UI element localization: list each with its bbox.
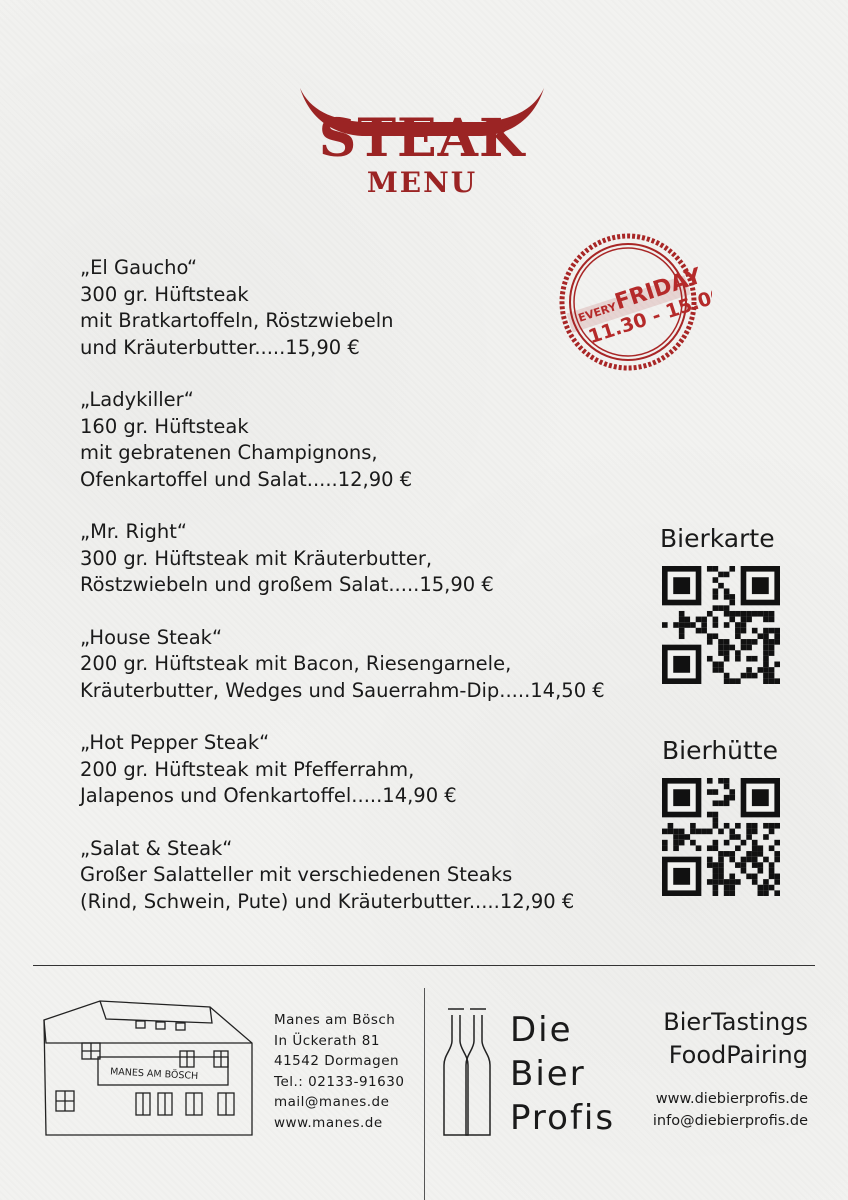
menu-item-description: und Kräuterbutter.....15,90 € — [80, 335, 360, 359]
house-sign: MANES AM BÖSCH — [109, 1066, 199, 1082]
menu-item-description: 200 gr. Hüftsteak mit Pfefferrahm, — [80, 757, 415, 781]
tagline-biertastings: BierTastings — [663, 1008, 808, 1036]
qr-code-bierhuette[interactable] — [662, 778, 780, 896]
address-city: 41542 Dormagen — [274, 1053, 400, 1069]
menu-item-name: „Mr. Right“ — [80, 520, 188, 543]
address-website[interactable]: www.manes.de — [274, 1114, 383, 1131]
menu-item-name: „House Steak“ — [80, 625, 223, 649]
stamp-day: FRIDAY — [611, 263, 705, 316]
menu-item-description: mit Bratkartoffeln, Röstzwiebeln — [80, 309, 394, 332]
qr-label-bierkarte: Bierkarte — [660, 524, 775, 553]
brand-contacts — [630, 1088, 808, 1132]
friday-stamp — [544, 232, 712, 372]
steak-menu-logo — [292, 80, 552, 200]
menu-item-description: Großer Salatteller mit verschiedenen Steaks — [80, 863, 513, 886]
qr-label-bierhuette: Bierhütte — [662, 736, 778, 765]
menu-item-description: 300 gr. Hüftsteak mit Kräuterbutter, — [80, 546, 433, 570]
menu-item-name: „El Gaucho“ — [80, 256, 198, 279]
menu-item-description: 160 gr. Hüftsteak — [80, 414, 249, 438]
menu-item-name: „Hot Pepper Steak“ — [80, 731, 270, 754]
menu-item — [80, 730, 640, 810]
brand-line-1: Die — [510, 1010, 573, 1050]
brand-line-2: Bier — [510, 1054, 586, 1094]
menu-item — [80, 387, 640, 493]
footer-divider — [33, 965, 815, 966]
menu-item-description: Röstzwiebeln und großem Salat.....15,90 € — [80, 573, 494, 596]
brand-website[interactable]: www.diebierprofis.de — [655, 1091, 808, 1107]
menu-item-description: Kräuterbutter, Wedges und Sauerrahm-Dip.....14,50 € — [80, 678, 605, 702]
address-phone[interactable]: Tel.: 02133-91630 — [274, 1073, 405, 1090]
menu-item-description: mit gebratenen Champignons, — [80, 441, 378, 464]
stamp-every: EVERY — [576, 300, 619, 325]
brand-email[interactable]: info@diebierprofis.de — [652, 1113, 808, 1129]
menu-item-name: „Ladykiller“ — [80, 388, 194, 411]
house-sketch-icon — [40, 995, 260, 1145]
menu-item-description: 300 gr. Hüftsteak — [80, 282, 249, 306]
menu-item — [80, 519, 640, 599]
tagline-foodpairing: FoodPairing — [668, 1041, 808, 1069]
qr-code-bierkarte[interactable] — [662, 566, 780, 684]
menu-item-description: 200 gr. Hüftsteak mit Bacon, Riesengarnele, — [80, 652, 512, 675]
address-email[interactable]: mail@manes.de — [274, 1094, 390, 1110]
menu-item — [80, 625, 640, 705]
footer-vertical-divider — [424, 988, 425, 1200]
brand-line-3: Profis — [510, 1098, 616, 1138]
menu-item-description: Ofenkartoffel und Salat.....12,90 € — [80, 467, 413, 491]
stamp-time: 11.30 - 15.00 — [585, 283, 712, 349]
address-block — [274, 1010, 404, 1133]
address-name: Manes am Bösch — [274, 1012, 396, 1028]
address-street: In Ückerath 81 — [274, 1032, 380, 1049]
menu-item-name: „Salat & Steak“ — [80, 836, 233, 860]
logo-title: STEAK — [318, 108, 526, 169]
beer-bottles-icon — [440, 1005, 500, 1140]
menu-item — [80, 836, 640, 916]
menu-item-description: (Rind, Schwein, Pute) und Kräuterbutter.....12,90 € — [80, 889, 575, 913]
brand-name — [510, 1008, 615, 1140]
logo-subtitle: MENU — [366, 166, 478, 199]
menu-item-description: Jalapenos und Ofenkartoffel.....14,90 € — [80, 784, 457, 807]
